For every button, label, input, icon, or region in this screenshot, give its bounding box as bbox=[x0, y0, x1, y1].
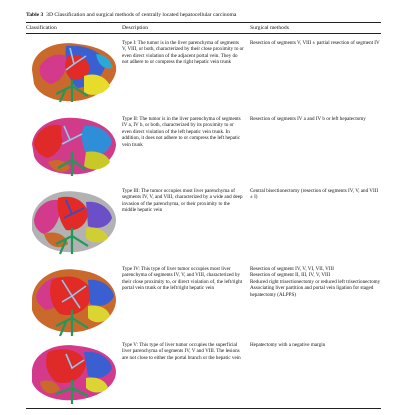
liver-3d-model-type-3 bbox=[26, 184, 120, 256]
method-item: Reduced right trisectionectomy or reduced left trisectionectomy bbox=[250, 278, 381, 285]
top-rule bbox=[26, 22, 381, 23]
type-3-description: Type III: The tumor occupies most liver parenchyma of segments IV, V, and VIII, characterized by a wide and deep invasion of the parenchyma, or their proximity to the middle hepatic vein bbox=[122, 188, 243, 214]
method-item: Resection of segments IV a and IV b or left hepatectomy bbox=[250, 116, 366, 122]
table-caption-text: 3D Classification and surgical methods of centrally located hepatocellular carcinoma bbox=[46, 12, 237, 18]
table-row bbox=[26, 36, 381, 106]
table-row bbox=[26, 262, 381, 338]
type-2-surgical-methods bbox=[250, 116, 382, 122]
liver-3d-model-type-2 bbox=[26, 112, 120, 180]
header-surgical-methods: Surgical methods bbox=[250, 25, 289, 31]
type-1-surgical-methods bbox=[250, 40, 382, 46]
liver-3d-model-type-4 bbox=[26, 262, 120, 338]
method-item: Associating liver partition and portal vein ligation for staged hepatectomy (ALPPS) bbox=[250, 285, 374, 298]
table-number: Table 3 bbox=[26, 12, 44, 18]
type-3-surgical-methods bbox=[250, 188, 382, 201]
header-classification: Classification bbox=[26, 25, 57, 31]
type-1-description: Type I: The tumor is in the liver parenchyma of segments V, VIII, or both, characterized by their close proximity to or even direct violation of the adjacent portal vein. They do not adhere to or compress the right hepatic vein trunk bbox=[122, 40, 244, 66]
type-5-surgical-methods bbox=[250, 342, 382, 348]
type-2-description: Type II: The tumor is in the liver parenchyma of segments IV a, IV b, or both, characterized by its proximity to or even direct violation of the left hepatic vein trunk. In addition, it does not adhere to or compress the left hepatic vein trunk bbox=[122, 116, 241, 148]
method-item: Hepatectomy with a negative margin bbox=[250, 342, 326, 348]
method-item: Resection of segment II, III, IV, V, VIII bbox=[250, 272, 331, 279]
liver-3d-model-type-1 bbox=[26, 36, 120, 106]
header-description: Description bbox=[122, 25, 149, 31]
bottom-rule bbox=[26, 408, 381, 409]
header-rule bbox=[26, 33, 381, 34]
method-item: Resection of segments V, VIII ± partial resection of segment IV bbox=[250, 40, 380, 46]
method-item: Central bisectionectomy (resection of segments IV, V, and VIII ± I) bbox=[250, 188, 379, 201]
table-row bbox=[26, 338, 381, 406]
method-item: Resection of segment IV, V, VI, VII, VIII bbox=[250, 266, 334, 272]
liver-3d-model-type-5 bbox=[26, 338, 120, 406]
type-4-description: Type IV: This type of liver tumor occupies most liver parenchyma of segments IV, V, and VIII, characterized by their close proximity to, or direct violation of, the left/right portal vein trunk or the left/right hepatic vein bbox=[122, 266, 243, 292]
table-row bbox=[26, 184, 381, 256]
type-4-surgical-methods bbox=[250, 266, 382, 298]
type-5-description: Type V: This type of liver tumor occupies the superficial liver parenchyma of segments IV, V and VIII. The lesions are not close to either the portal branch or the hepatic vein bbox=[122, 342, 241, 361]
table-caption bbox=[26, 12, 386, 19]
table-row bbox=[26, 112, 381, 180]
